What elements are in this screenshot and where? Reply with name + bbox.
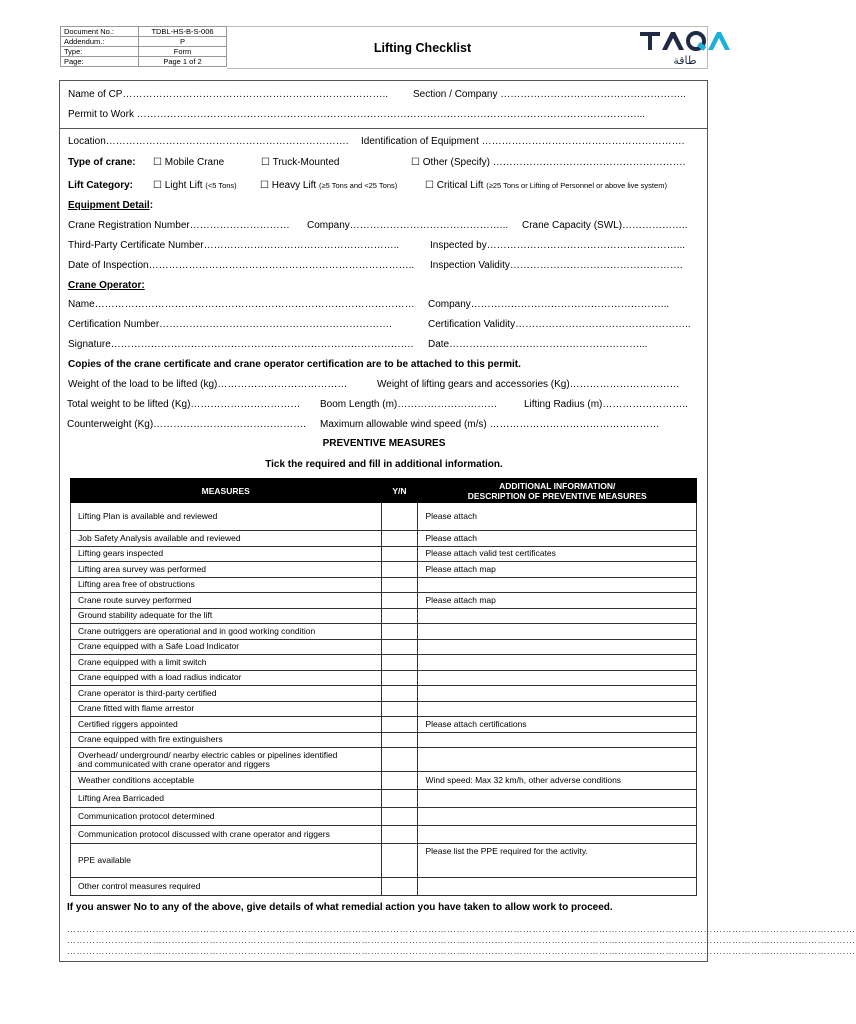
table-row xyxy=(71,717,697,733)
signature-field[interactable]: Signature………………………………………………………………………………. xyxy=(68,339,414,350)
boom-length-field[interactable]: Boom Length (m)………………………… xyxy=(320,399,498,410)
inspection-validity-field[interactable]: Inspection Validity……………………………………………. xyxy=(430,260,683,271)
table-row xyxy=(71,772,697,790)
table-row xyxy=(71,808,697,826)
doc-no-label: Document No.: xyxy=(61,27,139,37)
addendum-label: Addendum.: xyxy=(61,37,139,47)
measure-cell: Crane equipped with a load radius indicator xyxy=(71,670,382,686)
section-company-field[interactable]: Section / Company ……………………………………………….. xyxy=(413,89,686,100)
document-title: Lifting Checklist xyxy=(227,26,618,69)
crane-capacity-field[interactable]: Crane Capacity (SWL)……………….. xyxy=(522,220,688,231)
measure-cell: Crane equipped with fire extinguishers xyxy=(71,732,382,748)
taqa-logo-icon xyxy=(640,30,744,68)
truck-mounted-checkbox[interactable]: ☐ Truck-Mounted xyxy=(261,157,340,168)
info-cell[interactable]: Please attach valid test certificates xyxy=(418,546,697,562)
date-field[interactable]: Date…………………………………………………... xyxy=(428,339,648,350)
yn-cell[interactable] xyxy=(381,531,418,547)
critical-lift-label: ☐ Critical Lift xyxy=(425,180,484,191)
type-value: Form xyxy=(139,47,227,57)
load-weight-field[interactable]: Weight of the load to be lifted (kg)………………………………… xyxy=(68,379,348,390)
preventive-measures-table xyxy=(70,478,697,896)
info-cell[interactable] xyxy=(418,639,697,655)
info-cell[interactable] xyxy=(418,624,697,640)
heavy-lift-label: ☐ Heavy Lift xyxy=(260,180,317,191)
measure-cell: Lifting Plan is available and reviewed xyxy=(71,503,382,531)
company-field-equipment[interactable]: Company………………………………………... xyxy=(307,220,509,231)
remedial-line-2[interactable]: …………………………………………………………………………………………………………………………………………………………………………………………………………………………… xyxy=(67,935,856,945)
table-row xyxy=(71,878,697,896)
table-row xyxy=(71,732,697,748)
yn-cell[interactable] xyxy=(381,701,418,717)
yn-cell[interactable] xyxy=(381,503,418,531)
total-weight-field[interactable]: Total weight to be lifted (Kg)…………………………… xyxy=(67,399,301,410)
yn-cell[interactable] xyxy=(381,844,418,878)
type-label: Type: xyxy=(61,47,139,57)
gear-weight-field[interactable]: Weight of lifting gears and accessories (Kg)…………………………… xyxy=(377,379,680,390)
measure-cell: Crane equipped with a Safe Load Indicator xyxy=(71,639,382,655)
remedial-action-note: If you answer No to any of the above, give details of what remedial action you have taken to allow work to proceed. xyxy=(67,902,613,913)
info-cell[interactable] xyxy=(418,670,697,686)
remedial-line-3[interactable]: …………………………………………………………………………………………………………………………………………………………………………………………………………………………… xyxy=(67,946,856,956)
measure-cell: Overhead/ underground/ nearby electric cables or pipelines identified and communicated with crane operator and riggers xyxy=(71,748,382,772)
inspected-by-field[interactable]: Inspected by…………………………………………………... xyxy=(430,240,686,251)
page-value: Page 1 of 2 xyxy=(139,57,227,67)
svg-text:طاقة: طاقة xyxy=(673,54,697,67)
date-of-inspection-field[interactable]: Date of Inspection…………………………………………………………………….. xyxy=(68,260,415,271)
table-row xyxy=(71,531,697,547)
measures-header: MEASURES xyxy=(71,479,382,503)
info-cell[interactable] xyxy=(418,577,697,593)
table-row xyxy=(71,748,697,772)
info-cell[interactable] xyxy=(418,826,697,844)
third-party-cert-field[interactable]: Third-Party Certificate Number………………………………………………….. xyxy=(68,240,400,251)
table-row xyxy=(71,639,697,655)
table-row xyxy=(71,608,697,624)
heavy-lift-checkbox[interactable] xyxy=(260,180,397,192)
table-row xyxy=(71,503,697,531)
yn-cell[interactable] xyxy=(381,608,418,624)
yn-cell[interactable] xyxy=(381,808,418,826)
measure-cell: Lifting Area Barricaded xyxy=(71,790,382,808)
measure-cell: Crane fitted with flame arrestor xyxy=(71,701,382,717)
measure-cell: Crane route survey performed xyxy=(71,593,382,609)
location-field[interactable]: Location………………………………………………………………. xyxy=(68,136,349,147)
yn-cell[interactable] xyxy=(381,772,418,790)
equipment-detail-heading: Equipment Detail: xyxy=(68,200,154,211)
info-cell[interactable] xyxy=(418,878,697,896)
table-row xyxy=(71,826,697,844)
measure-cell: Communication protocol determined xyxy=(71,808,382,826)
measure-cell: Lifting gears inspected xyxy=(71,546,382,562)
info-cell[interactable] xyxy=(418,748,697,772)
yn-cell[interactable] xyxy=(381,546,418,562)
yn-cell[interactable] xyxy=(381,790,418,808)
yn-cell[interactable] xyxy=(381,655,418,671)
info-header: ADDITIONAL INFORMATION/ DESCRIPTION OF PREVENTIVE MEASURES xyxy=(418,479,697,503)
lift-category-label: Lift Category: xyxy=(68,180,133,191)
info-cell[interactable] xyxy=(418,686,697,702)
info-cell[interactable]: Please attach map xyxy=(418,562,697,578)
yn-cell[interactable] xyxy=(381,593,418,609)
measure-cell: Job Safety Analysis available and reviewed xyxy=(71,531,382,547)
measure-cell: Crane operator is third-party certified xyxy=(71,686,382,702)
remedial-line-1[interactable]: …………………………………………………………………………………………………………………………………………………………………………………………………………………………… xyxy=(67,924,856,934)
table-row xyxy=(71,686,697,702)
light-lift-label: ☐ Light Lift xyxy=(153,180,203,191)
light-lift-checkbox[interactable] xyxy=(153,180,237,192)
info-cell[interactable]: Please list the PPE required for the activity. xyxy=(418,844,697,878)
info-cell[interactable]: Please attach certifications xyxy=(418,717,697,733)
addendum-value: P xyxy=(139,37,227,47)
measure-cell: PPE available xyxy=(71,844,382,878)
table-row xyxy=(71,546,697,562)
cp-name-field[interactable]: Name of CP…………………………………………………………………….. xyxy=(68,89,389,100)
light-lift-sub: (<5 Tons) xyxy=(205,181,237,190)
info-cell[interactable]: Wind speed: Max 32 km/h, other adverse conditions xyxy=(418,772,697,790)
info-cell[interactable] xyxy=(418,790,697,808)
yn-header: Y/N xyxy=(381,479,418,503)
heavy-lift-sub: (≥5 Tons and <25 Tons) xyxy=(319,181,398,190)
other-crane-checkbox[interactable]: ☐ Other (Specify) …………………………………………………. xyxy=(411,157,686,168)
table-row xyxy=(71,701,697,717)
table-row xyxy=(71,577,697,593)
measure-cell: Crane equipped with a limit switch xyxy=(71,655,382,671)
table-row xyxy=(71,593,697,609)
measure-cell: Communication protocol discussed with crane operator and riggers xyxy=(71,826,382,844)
yn-cell[interactable] xyxy=(381,748,418,772)
table-row xyxy=(71,655,697,671)
document-header xyxy=(60,26,708,69)
yn-cell[interactable] xyxy=(381,624,418,640)
permit-to-work-field[interactable]: Permit to Work ……………………………………………………………………………………………………………………………………... xyxy=(68,109,646,120)
info-cell[interactable]: Please attach xyxy=(418,531,697,547)
info-cell[interactable]: Please attach map xyxy=(418,593,697,609)
info-cell[interactable] xyxy=(418,655,697,671)
info-cell[interactable] xyxy=(418,608,697,624)
critical-lift-checkbox[interactable] xyxy=(425,180,667,192)
certification-number-field[interactable]: Certification Number……………………………………………………………. xyxy=(68,319,392,330)
frame-divider xyxy=(59,128,708,129)
lifting-radius-field[interactable]: Lifting Radius (m)…………………….. xyxy=(524,399,688,410)
counterweight-field[interactable]: Counterweight (Kg)………………………………………. xyxy=(67,419,306,430)
info-cell[interactable] xyxy=(418,808,697,826)
crane-operator-heading: Crane Operator: xyxy=(68,280,145,291)
preventive-measures-title: PREVENTIVE MEASURES xyxy=(322,438,446,449)
yn-cell[interactable] xyxy=(381,732,418,748)
yn-cell[interactable] xyxy=(381,639,418,655)
doc-no-value: TDBL-HS-B-S-006 xyxy=(139,27,227,37)
page-label: Page: xyxy=(61,57,139,67)
measure-cell: Lifting area survey was performed xyxy=(71,562,382,578)
measure-cell: Ground stability adequate for the lift xyxy=(71,608,382,624)
yn-cell[interactable] xyxy=(381,826,418,844)
measure-cell: Crane outriggers are operational and in good working condition xyxy=(71,624,382,640)
measure-cell: Weather conditions acceptable xyxy=(71,772,382,790)
info-cell[interactable] xyxy=(418,701,697,717)
max-wind-speed-field[interactable]: Maximum allowable wind speed (m/s) …………………………………………… xyxy=(320,419,660,430)
yn-cell[interactable] xyxy=(381,878,418,896)
table-row xyxy=(71,562,697,578)
operator-name-field[interactable]: Name…………………………………………………………………………………… xyxy=(68,299,415,310)
operator-company-field[interactable]: Company…………………………………………………... xyxy=(428,299,670,310)
yn-cell[interactable] xyxy=(381,670,418,686)
measure-cell: Certified riggers appointed xyxy=(71,717,382,733)
info-cell[interactable]: Please attach xyxy=(418,503,697,531)
table-row xyxy=(71,670,697,686)
table-header-row xyxy=(71,479,697,503)
certification-validity-field[interactable]: Certification Validity…………………………………………….. xyxy=(428,319,691,330)
copies-attach-note: Copies of the crane certificate and crane operator certification are to be attached to this permit. xyxy=(68,359,521,370)
document-info-table xyxy=(60,26,227,67)
crane-registration-field[interactable]: Crane Registration Number………………………… xyxy=(68,220,290,231)
measure-cell: Other control measures required xyxy=(71,878,382,896)
tick-instruction: Tick the required and fill in additional information. xyxy=(265,459,503,470)
yn-cell[interactable] xyxy=(381,717,418,733)
mobile-crane-checkbox[interactable]: ☐ Mobile Crane xyxy=(153,157,225,168)
table-row xyxy=(71,844,697,878)
measure-cell: Lifting area free of obstructions xyxy=(71,577,382,593)
critical-lift-sub: (≥25 Tons or Lifting of Personnel or above live system) xyxy=(486,181,667,190)
yn-cell[interactable] xyxy=(381,577,418,593)
info-cell[interactable] xyxy=(418,732,697,748)
yn-cell[interactable] xyxy=(381,562,418,578)
crane-type-label: Type of crane: xyxy=(68,157,136,168)
equipment-id-field[interactable]: Identification of Equipment ……………………………………………………. xyxy=(361,136,685,147)
table-row xyxy=(71,790,697,808)
taqa-logo xyxy=(618,26,708,69)
yn-cell[interactable] xyxy=(381,686,418,702)
table-row xyxy=(71,624,697,640)
